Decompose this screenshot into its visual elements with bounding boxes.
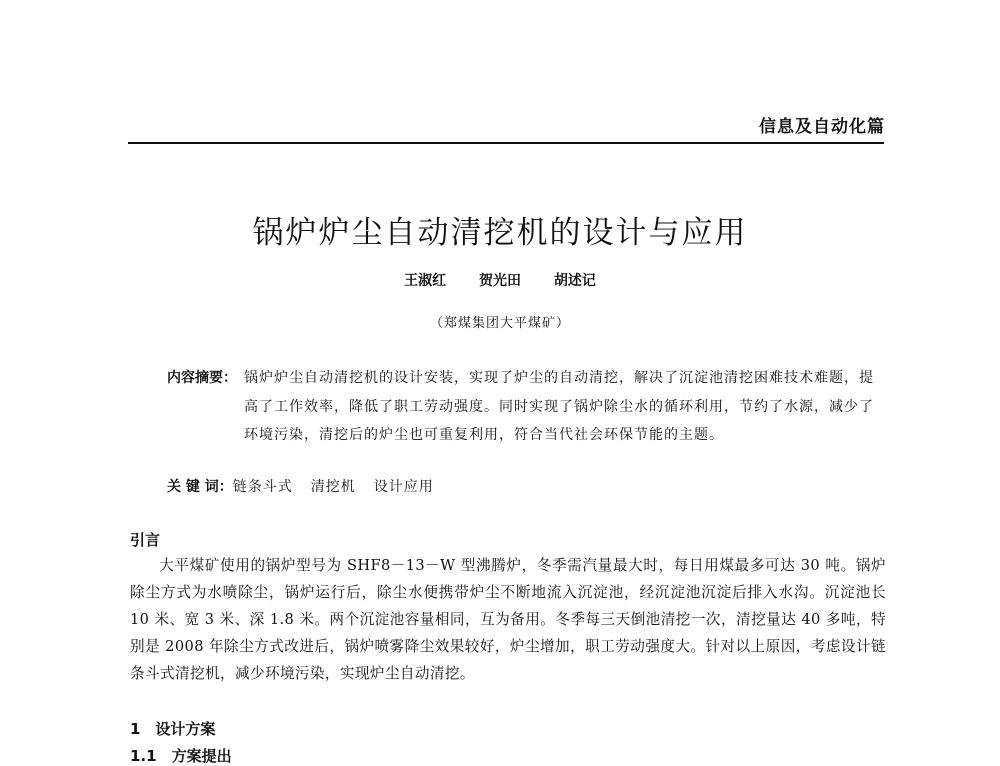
- header-rule: [128, 142, 884, 144]
- affiliation: （郑煤集团大平煤矿）: [429, 316, 570, 331]
- keywords: [167, 476, 887, 496]
- abstract-label: 内容摘要：: [167, 370, 237, 386]
- authors: [0, 270, 1000, 290]
- author-2: 贺光田: [479, 273, 521, 289]
- author-3: 胡述记: [553, 273, 596, 289]
- intro-heading: 引言: [130, 531, 161, 549]
- keywords-label: 关 键 词：: [167, 479, 233, 495]
- paper-title: 锅炉炉尘自动清挖机的设计与应用: [252, 215, 748, 251]
- keyword-2: 清挖机: [310, 479, 356, 495]
- author-1: 王淑红: [404, 273, 447, 289]
- keyword-1: 链条斗式: [232, 479, 293, 495]
- section-1-1-heading: 1.1 方案提出: [130, 747, 232, 765]
- abstract-text: 锅炉炉尘自动清挖机的设计安装，实现了炉尘的自动清挖，解决了沉淀池清挖困难技术难题，提高了工作效率，降低了职工劳动强度。同时实现了锅炉除尘水的循环利用，节约了水源，减少了环境污染，清挖后的炉尘也可重复利用，符合当代社会环保节能的主题。: [244, 370, 874, 443]
- intro-paragraph: 大平煤矿使用的锅炉型号为 SHF8－13－W 型沸腾炉，冬季需汽量最大时，每日用煤最多可达 30 吨。锅炉除尘方式为水喷除尘，锅炉运行后，除尘水便携带炉尘不断地流入沉淀池，经沉淀池沉淀后排入水沟。沉淀池长 10 米、宽 3 米、深 1.8 米。两个沉淀池容量相同，互为备用。冬季每三天倒池清挖一次，清挖量达 40 多吨，特别是 2008 年除尘方式改进后，锅炉喷雾降尘效果较好，炉尘增加，职工劳动强度大。针对以上原因，考虑设计链条斗式清挖机，减少环境污染，实现炉尘自动清挖。: [130, 557, 886, 682]
- keyword-3: 设计应用: [373, 479, 434, 495]
- abstract: [167, 364, 887, 450]
- intro-body: [130, 552, 886, 687]
- section-1-heading: 1 设计方案: [130, 720, 216, 738]
- section-label: 信息及自动化篇: [759, 117, 885, 137]
